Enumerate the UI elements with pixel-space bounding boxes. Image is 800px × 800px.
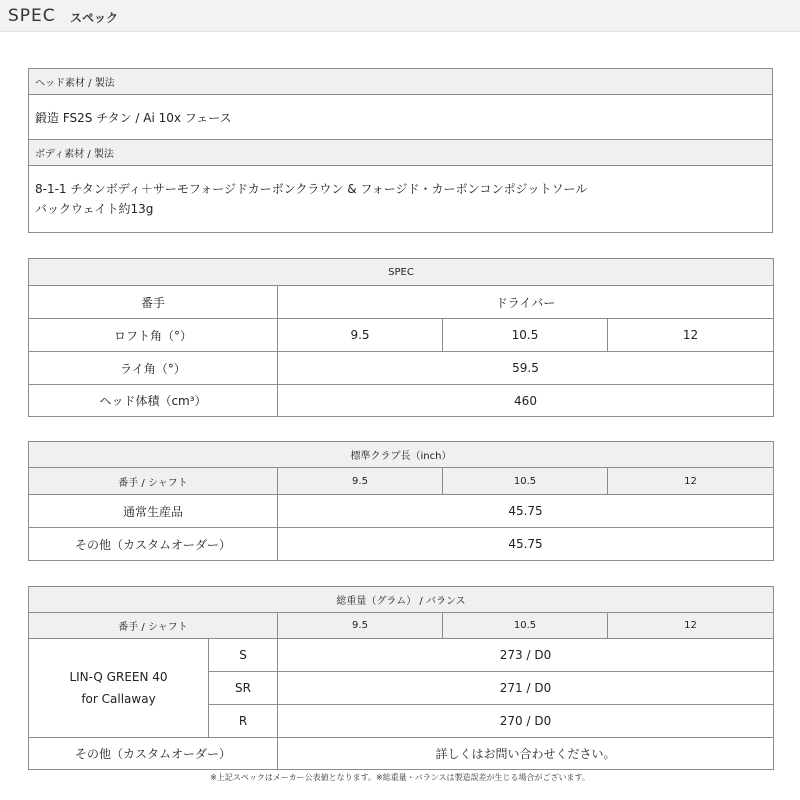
- weight-shaft-line-2: for Callaway: [81, 692, 156, 706]
- length-header-label: 番手 / シャフト: [29, 468, 278, 495]
- weight-flex-sr: SR: [209, 672, 278, 705]
- footnote: ※上記スペックはメーカー公表値となります。※総重量・バランスは製造誤差が生じる場合がございます。: [210, 773, 590, 782]
- weight-loft-3: 12: [608, 613, 774, 639]
- spec-lie-label: ライ角（°）: [29, 352, 278, 385]
- length-loft-1: 9.5: [278, 468, 443, 495]
- body-material-line-2: バックウェイト約13g: [35, 202, 154, 216]
- weight-loft-2: 10.5: [443, 613, 608, 639]
- weight-header-label: 番手 / シャフト: [29, 613, 278, 639]
- weight-shaft-name: [29, 639, 209, 738]
- spec-loft-label: ロフト角（°）: [29, 319, 278, 352]
- weight-table: [28, 586, 774, 770]
- spec-loft-value-1: 9.5: [278, 319, 443, 352]
- spec-lie-value: 59.5: [278, 352, 774, 385]
- weight-title: 総重量（グラム） / バランス: [29, 587, 774, 613]
- length-table: [28, 441, 774, 561]
- weight-value-r: 270 / D0: [278, 705, 774, 738]
- weight-value-s: 273 / D0: [278, 639, 774, 672]
- body-material-line-1: 8-1-1 チタンボディ＋サーモフォージドカーボンクラウン & フォージド・カーボンコンポジットソール: [35, 182, 588, 196]
- material-table: [28, 68, 773, 233]
- length-loft-2: 10.5: [443, 468, 608, 495]
- head-material-label: ヘッド素材 / 製法: [29, 69, 773, 95]
- weight-flex-r: R: [209, 705, 278, 738]
- spec-volume-label: ヘッド体積（cm³）: [29, 385, 278, 417]
- head-material-value: 鍛造 FS2S チタン / Ai 10x フェース: [29, 95, 773, 140]
- spec-loft-value-3: 12: [608, 319, 774, 352]
- section-title-en: SPEC: [8, 6, 56, 26]
- length-title: 標準クラブ長（inch）: [29, 442, 774, 468]
- body-material-value: [29, 166, 773, 233]
- spec-number-label: 番手: [29, 286, 278, 319]
- length-row-value-standard: 45.75: [278, 495, 774, 528]
- spec-loft-value-2: 10.5: [443, 319, 608, 352]
- length-row-value-custom: 45.75: [278, 528, 774, 561]
- weight-shaft-line-1: LIN-Q GREEN 40: [69, 670, 168, 684]
- spec-volume-value: 460: [278, 385, 774, 417]
- length-row-label-standard: 通常生産品: [29, 495, 278, 528]
- weight-other-value: 詳しくはお問い合わせください。: [278, 738, 774, 770]
- spec-title: SPEC: [29, 259, 774, 286]
- spec-number-value: ドライバー: [278, 286, 774, 319]
- section-title-ja: スペック: [70, 11, 119, 25]
- section-header: [0, 0, 800, 32]
- body-material-label: ボディ素材 / 製法: [29, 140, 773, 166]
- length-loft-3: 12: [608, 468, 774, 495]
- weight-value-sr: 271 / D0: [278, 672, 774, 705]
- length-row-label-custom: その他（カスタムオーダー）: [29, 528, 278, 561]
- spec-table: [28, 258, 774, 417]
- weight-loft-1: 9.5: [278, 613, 443, 639]
- weight-flex-s: S: [209, 639, 278, 672]
- weight-other-label: その他（カスタムオーダー）: [29, 738, 278, 770]
